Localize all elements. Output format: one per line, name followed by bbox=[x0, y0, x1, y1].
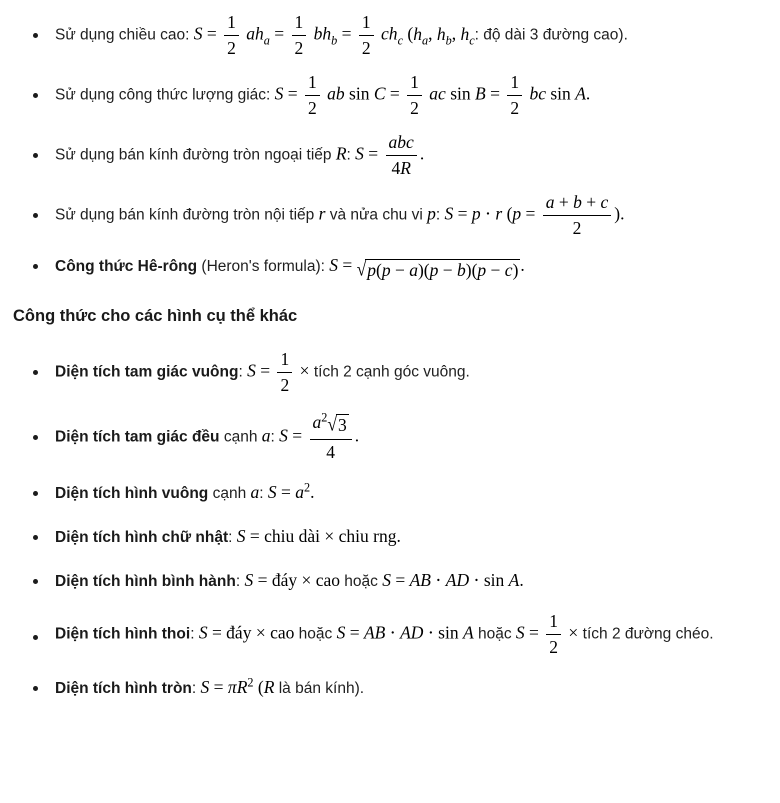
fraction-denominator bbox=[323, 440, 338, 463]
bold-text-run: Diện tích hình bình hành bbox=[55, 573, 236, 590]
math-italic-run: a bbox=[409, 259, 418, 280]
math-roman-run: = bbox=[345, 622, 364, 643]
math-roman-run: ⋅ sin bbox=[423, 622, 463, 643]
list-item bbox=[13, 479, 756, 507]
item-content bbox=[55, 567, 756, 595]
fraction-denominator bbox=[570, 216, 585, 239]
radicand bbox=[336, 414, 349, 437]
radical bbox=[327, 414, 348, 437]
fraction-denominator bbox=[359, 36, 374, 59]
math-italic-run: a bbox=[261, 425, 271, 446]
text-run: : bbox=[435, 206, 445, 224]
text-run: cạnh bbox=[208, 485, 251, 502]
math-italic-run: S bbox=[200, 677, 210, 697]
math-italic-run: S bbox=[267, 482, 277, 502]
math-roman-run: = bbox=[337, 23, 356, 44]
item-content bbox=[55, 192, 756, 239]
math-subscript: $h_a$ bbox=[413, 23, 429, 48]
item-content bbox=[55, 523, 756, 551]
radical-sign: √ bbox=[356, 257, 367, 280]
list-item bbox=[13, 132, 756, 179]
list-item bbox=[13, 674, 756, 702]
math-roman-run: = bbox=[390, 570, 410, 590]
math-italic-run: c bbox=[600, 192, 609, 212]
section-heading: Công thức cho các hình cụ thể khác bbox=[13, 307, 298, 326]
math-italic-run: p bbox=[381, 259, 391, 280]
math-roman-run: = bbox=[287, 425, 307, 446]
math-italic-run: S bbox=[329, 255, 339, 275]
subscript: c bbox=[397, 33, 403, 48]
math-italic-run: ac bbox=[424, 83, 446, 104]
bullet-list bbox=[13, 12, 756, 281]
math-roman-run: ⋅ sin bbox=[469, 570, 509, 590]
math-roman-run: 2 bbox=[280, 375, 290, 396]
math-italic-run: S bbox=[193, 23, 203, 44]
bullet-icon bbox=[33, 579, 38, 584]
bold-text-run: Diện tích hình thoi bbox=[55, 625, 191, 643]
math-roman-run: 1 bbox=[294, 12, 304, 32]
math-italic-run: R bbox=[263, 677, 275, 697]
math-roman-run: = bbox=[255, 361, 275, 382]
subscript: a bbox=[421, 33, 429, 48]
math-italic-run: S bbox=[247, 361, 256, 382]
fraction bbox=[407, 72, 422, 119]
superscript: 2 bbox=[247, 675, 254, 690]
list-item bbox=[13, 523, 756, 551]
math-italic-run: S bbox=[244, 570, 254, 590]
text-run: : bbox=[228, 529, 237, 546]
math-roman-run: = bbox=[453, 203, 472, 224]
math-roman-run: = bbox=[485, 83, 505, 104]
math-roman-run: − bbox=[438, 259, 457, 280]
math-italic-run: π bbox=[227, 677, 237, 697]
math-roman-run: ). bbox=[614, 203, 625, 224]
math-superscript: $a^2$ bbox=[295, 480, 311, 502]
bold-text-run: Diện tích tam giác đều bbox=[55, 428, 220, 446]
list-item bbox=[13, 349, 756, 396]
item-content bbox=[55, 252, 756, 281]
math-italic-run: C bbox=[373, 83, 386, 104]
fraction-numerator bbox=[305, 72, 320, 96]
math-roman-run: , bbox=[428, 23, 437, 44]
math-roman-run: + bbox=[554, 192, 574, 212]
math-italic-run: p bbox=[477, 259, 487, 280]
math-roman-run: 1 bbox=[280, 349, 290, 370]
math-roman-run: 1 bbox=[308, 72, 317, 92]
text-run: tích 2 đường chéo. bbox=[582, 625, 714, 643]
math-roman-run: 2 bbox=[308, 98, 317, 118]
math-italic-run: p bbox=[367, 259, 377, 280]
math-roman-run: = bbox=[269, 23, 289, 44]
math-roman-run: . bbox=[310, 482, 315, 502]
math-roman-run: 1 bbox=[227, 12, 236, 32]
math-italic-run: R bbox=[335, 143, 347, 164]
math-roman-run: = bbox=[521, 203, 540, 224]
math-italic-run: S bbox=[236, 526, 246, 546]
math-italic-run: AB bbox=[409, 570, 431, 590]
math-roman-run: 1 bbox=[510, 72, 520, 92]
math-roman-run: ( bbox=[502, 203, 513, 224]
bold-text-run: Diện tích hình tròn bbox=[55, 680, 192, 697]
bullet-icon bbox=[33, 213, 38, 218]
math-roman-run: . bbox=[354, 425, 360, 446]
math-italic-run: p bbox=[429, 259, 439, 280]
fraction bbox=[543, 192, 612, 239]
math-italic-run: a bbox=[545, 192, 555, 212]
math-roman-run: = bbox=[276, 482, 296, 502]
bullet-icon bbox=[33, 535, 38, 540]
text-run: Sử dụng bán kính đường tròn nội tiếp bbox=[55, 206, 319, 224]
list-item bbox=[13, 611, 756, 658]
bullet-icon bbox=[33, 635, 38, 640]
math-roman-run: )( bbox=[465, 259, 478, 280]
math-roman-run: ) bbox=[512, 259, 519, 280]
text-run: (Heron's formula): bbox=[197, 258, 330, 275]
math-roman-run: 4 bbox=[391, 158, 401, 178]
text-run: cạnh bbox=[219, 428, 262, 446]
math-roman-run: = bbox=[338, 255, 357, 275]
item-content bbox=[55, 132, 756, 179]
math-roman-run: 1 bbox=[410, 72, 419, 92]
bold-text-run: Diện tích hình chữ nhật bbox=[55, 529, 229, 546]
math-roman-run: × bbox=[564, 622, 583, 643]
math-roman-run: 2 bbox=[227, 38, 236, 58]
bullet-icon bbox=[33, 264, 38, 269]
math-roman-run: ⋅ bbox=[431, 570, 446, 590]
list-item bbox=[13, 412, 756, 463]
math-italic-run: b bbox=[573, 192, 582, 212]
math-italic-run: S bbox=[336, 622, 346, 643]
math-roman-run: = bbox=[202, 23, 222, 44]
math-italic-run: AB bbox=[363, 622, 386, 643]
math-roman-run: 2 bbox=[549, 637, 559, 657]
fraction-denominator bbox=[407, 96, 422, 119]
list-item bbox=[13, 72, 756, 119]
math-italic-run: ab bbox=[322, 83, 345, 104]
math-italic-run: r bbox=[318, 203, 326, 224]
math-italic-run: p bbox=[471, 203, 481, 224]
math-roman-run: 3 bbox=[337, 415, 347, 436]
subscript: b bbox=[331, 33, 338, 48]
math-italic-run: B bbox=[475, 83, 486, 104]
math-roman-run: × bbox=[295, 361, 314, 382]
subscript: a bbox=[263, 33, 270, 48]
fraction-denominator bbox=[546, 635, 561, 658]
math-roman-run: = đáy × cao bbox=[253, 570, 340, 590]
math-roman-run: . bbox=[519, 570, 524, 590]
math-italic-run: S bbox=[382, 570, 391, 590]
text-run: : bbox=[346, 146, 356, 164]
math-italic-run: c bbox=[504, 259, 513, 280]
math-italic-run: AD bbox=[400, 622, 424, 643]
math-roman-run: . bbox=[520, 255, 525, 275]
math-subscript: $h_b$ bbox=[436, 23, 452, 48]
math-roman-run: . bbox=[419, 143, 425, 164]
fraction-numerator bbox=[277, 349, 292, 373]
bullet-icon bbox=[33, 153, 38, 158]
math-roman-run: . bbox=[585, 83, 591, 104]
fraction-numerator bbox=[546, 611, 561, 635]
list-item bbox=[13, 192, 756, 239]
superscript: 2 bbox=[321, 410, 328, 425]
fraction-numerator bbox=[310, 412, 352, 440]
text-run: : bbox=[238, 364, 248, 382]
math-roman-run: 2 bbox=[510, 98, 520, 118]
text-run: Sử dụng công thức lượng giác: bbox=[55, 86, 275, 104]
fraction bbox=[305, 72, 320, 119]
radicand bbox=[365, 259, 520, 282]
math-italic-run: A bbox=[462, 622, 474, 643]
math-roman-run: = chiu dài × chiu rng. bbox=[245, 526, 401, 546]
text-run: Sử dụng chiều cao: bbox=[55, 26, 194, 44]
bold-text-run: Diện tích hình vuông bbox=[55, 485, 209, 502]
fraction bbox=[507, 72, 522, 119]
radical-sign: √ bbox=[327, 412, 337, 436]
math-roman-run: sin bbox=[344, 83, 374, 104]
math-roman-run: sin bbox=[546, 83, 576, 104]
text-run: Sử dụng bán kính đường tròn ngoại tiếp bbox=[55, 146, 336, 164]
bold-text-run: Công thức Hê-rông bbox=[55, 258, 198, 275]
math-roman-run: 2 bbox=[361, 38, 371, 58]
fraction-denominator bbox=[507, 96, 522, 119]
item-content bbox=[55, 674, 756, 702]
math-superscript: $R^2$ bbox=[236, 675, 254, 697]
math-italic-run: R bbox=[400, 158, 411, 178]
math-italic-run: S bbox=[198, 622, 208, 643]
item-content bbox=[55, 12, 756, 59]
text-run: hoặc bbox=[340, 573, 383, 590]
math-roman-run: , bbox=[451, 23, 461, 44]
text-run: hoặc bbox=[473, 625, 516, 643]
math-subscript: $h_c$ bbox=[460, 23, 475, 48]
math-roman-run: = bbox=[385, 83, 405, 104]
math-roman-run: = đáy × cao bbox=[207, 622, 295, 643]
math-roman-run: 1 bbox=[361, 12, 371, 32]
math-italic-run: S bbox=[274, 83, 284, 104]
math-roman-run: = bbox=[283, 83, 303, 104]
subscript: c bbox=[469, 33, 475, 48]
subscript: b bbox=[445, 33, 452, 48]
fraction-numerator bbox=[386, 132, 417, 156]
math-roman-run: 2 bbox=[410, 98, 419, 118]
math-roman-run: = bbox=[363, 143, 383, 164]
bullet-icon bbox=[33, 93, 38, 98]
fraction-numerator bbox=[543, 192, 612, 216]
text-run: : bbox=[270, 428, 280, 446]
fraction-numerator bbox=[507, 72, 522, 96]
fraction bbox=[292, 12, 307, 59]
math-italic-run: abc bbox=[388, 132, 414, 152]
math-italic-run: S bbox=[279, 425, 288, 446]
math-roman-run: ( bbox=[253, 677, 264, 697]
math-italic-run: bc bbox=[525, 83, 546, 104]
fraction bbox=[310, 412, 352, 463]
math-roman-run: + bbox=[581, 192, 601, 212]
fraction-denominator bbox=[388, 156, 413, 179]
fraction bbox=[224, 12, 239, 59]
list-item bbox=[13, 567, 756, 595]
fraction bbox=[386, 132, 417, 179]
fraction bbox=[277, 349, 292, 396]
math-italic-run: a bbox=[250, 482, 260, 502]
fraction bbox=[359, 12, 374, 59]
math-italic-run: b bbox=[457, 259, 466, 280]
math-superscript: $a^2$ bbox=[312, 410, 328, 433]
math-italic-run: ch bbox=[376, 23, 398, 44]
fraction-numerator bbox=[359, 12, 374, 36]
math-italic-run: A bbox=[508, 570, 520, 590]
text-run: : bbox=[190, 625, 199, 643]
item-content bbox=[55, 72, 756, 119]
math-roman-run: = bbox=[209, 677, 228, 697]
text-run: hoặc bbox=[294, 625, 337, 643]
text-run: : bbox=[235, 573, 245, 590]
math-roman-run: ⋅ bbox=[480, 203, 496, 224]
fraction-denominator bbox=[277, 373, 292, 396]
math-italic-run: AD bbox=[445, 570, 470, 590]
bullet-icon bbox=[33, 491, 38, 496]
math-italic-run: S bbox=[444, 203, 454, 224]
item-content bbox=[55, 349, 756, 396]
text-run: và nửa chu vi bbox=[325, 206, 428, 224]
text-run: : bbox=[191, 680, 201, 697]
math-italic-run: r bbox=[495, 203, 503, 224]
text-run: : độ dài 3 đường cao). bbox=[474, 26, 628, 44]
fraction bbox=[546, 611, 561, 658]
text-run: là bán kính). bbox=[274, 680, 365, 697]
text-run: : bbox=[259, 485, 268, 502]
math-roman-run: 1 bbox=[549, 611, 559, 631]
math-roman-run: 2 bbox=[572, 218, 582, 238]
math-italic-run: bh bbox=[309, 23, 332, 44]
math-roman-run: ⋅ bbox=[385, 622, 401, 643]
fraction-denominator bbox=[305, 96, 320, 119]
bullet-icon bbox=[33, 686, 38, 691]
list-item bbox=[13, 252, 756, 281]
fraction-denominator bbox=[224, 36, 239, 59]
math-roman-run: − bbox=[486, 259, 505, 280]
math-italic-run: S bbox=[355, 143, 364, 164]
math-roman-run: ( bbox=[403, 23, 414, 44]
math-roman-run: )( bbox=[417, 259, 430, 280]
superscript: 2 bbox=[304, 480, 311, 495]
item-content bbox=[55, 611, 756, 658]
math-italic-run: p bbox=[512, 203, 522, 224]
bullet-list bbox=[13, 349, 756, 702]
fraction-numerator bbox=[224, 12, 239, 36]
bullet-icon bbox=[33, 33, 38, 38]
math-roman-run: = bbox=[524, 622, 544, 643]
radical bbox=[357, 259, 521, 282]
bullet-icon bbox=[33, 370, 38, 375]
list-item bbox=[13, 12, 756, 59]
fraction-denominator bbox=[292, 36, 307, 59]
bullet-icon bbox=[33, 435, 38, 440]
math-italic-run: A bbox=[575, 83, 586, 104]
math-italic-run: p bbox=[427, 203, 436, 224]
fraction-numerator bbox=[407, 72, 422, 96]
text-run: tích 2 cạnh góc vuông. bbox=[313, 364, 470, 382]
math-roman-run: ( bbox=[376, 259, 382, 280]
math-italic-run: ah bbox=[241, 23, 264, 44]
item-content bbox=[55, 479, 756, 507]
math-italic-run: S bbox=[515, 622, 525, 643]
bold-text-run: Diện tích tam giác vuông bbox=[55, 364, 239, 382]
math-roman-run: − bbox=[390, 259, 410, 280]
fraction-numerator bbox=[292, 12, 307, 36]
math-roman-run: 2 bbox=[294, 38, 304, 58]
math-roman-run: 4 bbox=[326, 442, 335, 462]
item-content bbox=[55, 412, 756, 463]
math-roman-run: sin bbox=[445, 83, 476, 104]
